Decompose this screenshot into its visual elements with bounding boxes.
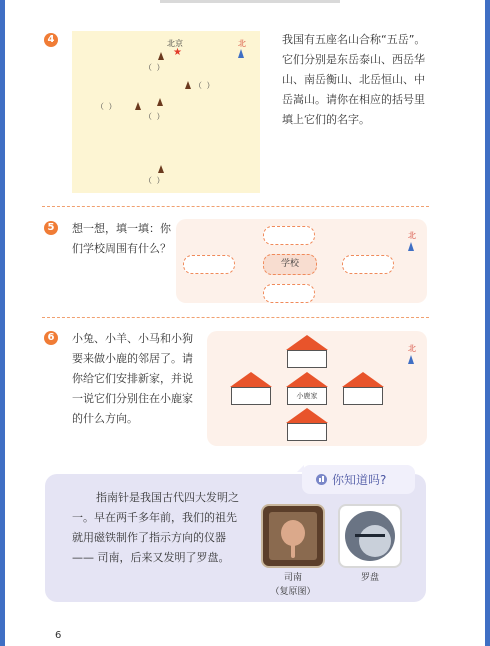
sinan-note: （复原图）	[270, 587, 316, 597]
school-box: 学校	[263, 254, 317, 275]
mountain-west-icon	[135, 102, 141, 110]
deer-home-label: 小鹿家	[287, 387, 327, 405]
mountain-north-icon	[158, 52, 164, 60]
north-label: 北	[238, 39, 246, 48]
house-west	[231, 372, 271, 405]
page-number: 6	[55, 630, 62, 641]
house-east	[343, 372, 383, 405]
did-you-know-title: 你知道吗?	[332, 473, 387, 487]
sinan-caption: 司南	[283, 573, 302, 583]
question-number-5: 5	[44, 221, 58, 235]
north-arrow-icon-q6	[408, 355, 414, 364]
answer-box-west[interactable]	[183, 255, 235, 274]
answer-blank-north[interactable]: （ ）	[144, 63, 166, 72]
house-deer	[287, 372, 327, 405]
question-5-text: 想一想，填一填：你们学校周围有什么？	[72, 222, 171, 255]
north-label-q6: 北	[408, 344, 416, 353]
answer-box-east[interactable]	[342, 255, 394, 274]
sinan-image	[261, 504, 325, 568]
house-north	[287, 335, 327, 368]
answer-blank-east[interactable]: （ ）	[194, 81, 216, 90]
question-number-6: 6	[44, 331, 58, 345]
page-header-rule	[160, 0, 340, 3]
house-west-blank[interactable]	[231, 387, 271, 405]
five-mountains-map	[72, 31, 260, 193]
house-north-blank[interactable]	[287, 350, 327, 368]
answer-blank-center[interactable]: （ ）	[144, 112, 166, 121]
answer-box-north[interactable]	[263, 226, 315, 245]
luopan-caption: 罗盘	[360, 573, 379, 583]
house-south	[287, 408, 327, 441]
north-label-q5: 北	[408, 231, 416, 240]
beijing-star-icon: ★	[173, 47, 182, 58]
answer-box-south[interactable]	[263, 284, 315, 303]
answer-blank-south[interactable]: （ ）	[144, 176, 166, 185]
page-frame-right	[485, 0, 490, 646]
mountain-center-icon	[157, 98, 163, 106]
section-divider	[42, 206, 429, 207]
luopan-image	[338, 504, 402, 568]
page-frame-left	[0, 0, 5, 646]
north-arrow-icon	[238, 49, 244, 58]
house-south-blank[interactable]	[287, 423, 327, 441]
question-4-text: 我国有五座名山合称“五岳”。它们分别是东岳泰山、西岳华山、南岳衡山、北岳恒山、中岳嵩山。请你在相应的括号里填上它们的名字。	[282, 33, 426, 126]
answer-blank-west[interactable]: （ ）	[96, 102, 118, 111]
question-number-4: 4	[44, 33, 58, 47]
beijing-label: 北京	[167, 39, 183, 48]
bar-chart-icon	[316, 474, 327, 485]
mountain-east-icon	[185, 81, 191, 89]
section-divider	[42, 317, 429, 318]
north-arrow-icon-q5	[408, 242, 414, 251]
did-you-know-text: 指南针是我国古代四大发明之一。早在两千多年前，我们的祖先就用磁铁制作了指示方向的仪器 —— 司南，后来又发明了罗盘。	[72, 491, 239, 564]
question-6-text: 小兔、小羊、小马和小狗要来做小鹿的邻居了。请你给它们安排新家，并说一说它们分别住在小鹿家的什么方向。	[72, 332, 193, 425]
house-east-blank[interactable]	[343, 387, 383, 405]
mountain-south-icon	[158, 165, 164, 173]
